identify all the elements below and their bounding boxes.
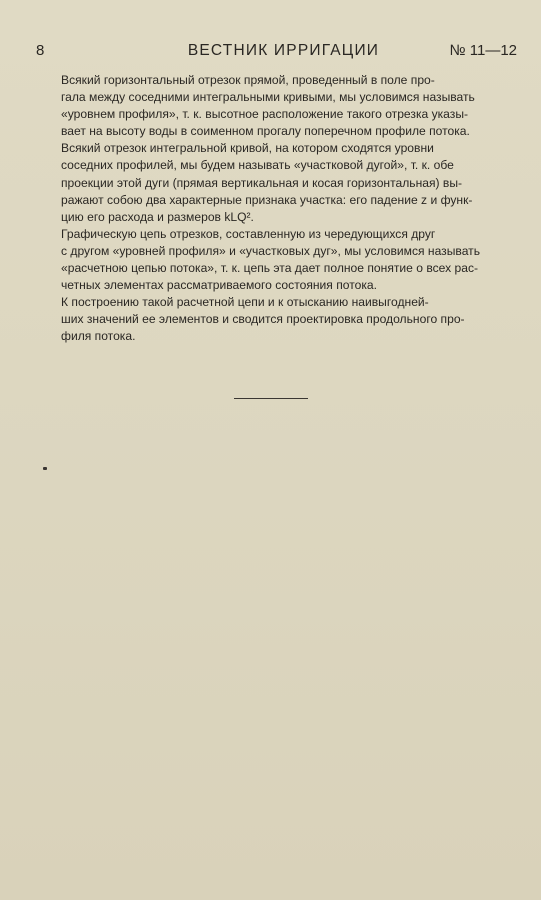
paragraph-1 [48, 72, 530, 140]
paragraph-3 [48, 226, 530, 294]
article-body [48, 72, 530, 346]
text-line: ших значений ее элементов и сводится проектировка продольного про- [61, 312, 465, 327]
text-line: гала между соседними интегральными кривыми, мы условимся называть [61, 90, 475, 105]
text-line: цию его расхода и размеров kLQ². [61, 209, 254, 224]
text-line: вает на высоту воды в соименном прогалу поперечном профиле потока. [61, 124, 470, 139]
journal-title: ВЕСТНИК ИРРИГАЦИИ [187, 42, 380, 59]
section-divider [234, 398, 308, 399]
ink-speck [43, 467, 47, 470]
text-line: проекции этой дуги (прямая вертикальная и косая горизонтальная) вы- [61, 175, 463, 190]
text-line: «расчетною цепью потока», т. к. цепь эта дает полное понятие о всех рас- [61, 261, 479, 276]
text-line: Графическую цепь отрезков, составленную из чередующихся друг [61, 226, 436, 241]
page-header [36, 42, 517, 62]
text-line: Всякий отрезок интегральной кривой, на котором сходятся уровни [61, 141, 434, 156]
text-line: филя потока. [61, 329, 136, 344]
text-line: Всякий горизонтальный отрезок прямой, проведенный в поле про- [61, 73, 435, 87]
text-line: четных элементах рассматриваемого состояния потока. [61, 278, 377, 293]
text-line: с другом «уровней профиля» и «участковых дуг», мы условимся называть [61, 243, 481, 258]
text-line: соседних профилей, мы будем называть «участковой дугой», т. к. обе [61, 158, 454, 173]
paragraph-2 [48, 140, 530, 225]
text-line: К построению такой расчетной цепи и к отысканию наивыгодней- [61, 295, 429, 310]
issue-number: № 11—12 [449, 42, 517, 59]
page-number: 8 [36, 42, 45, 59]
paragraph-4 [48, 294, 530, 345]
text-line: ражают собою два характерные признака участка: его падение z и функ- [61, 192, 473, 207]
text-line: «уровнем профиля», т. к. высотное расположение такого отрезка указы- [61, 107, 469, 122]
